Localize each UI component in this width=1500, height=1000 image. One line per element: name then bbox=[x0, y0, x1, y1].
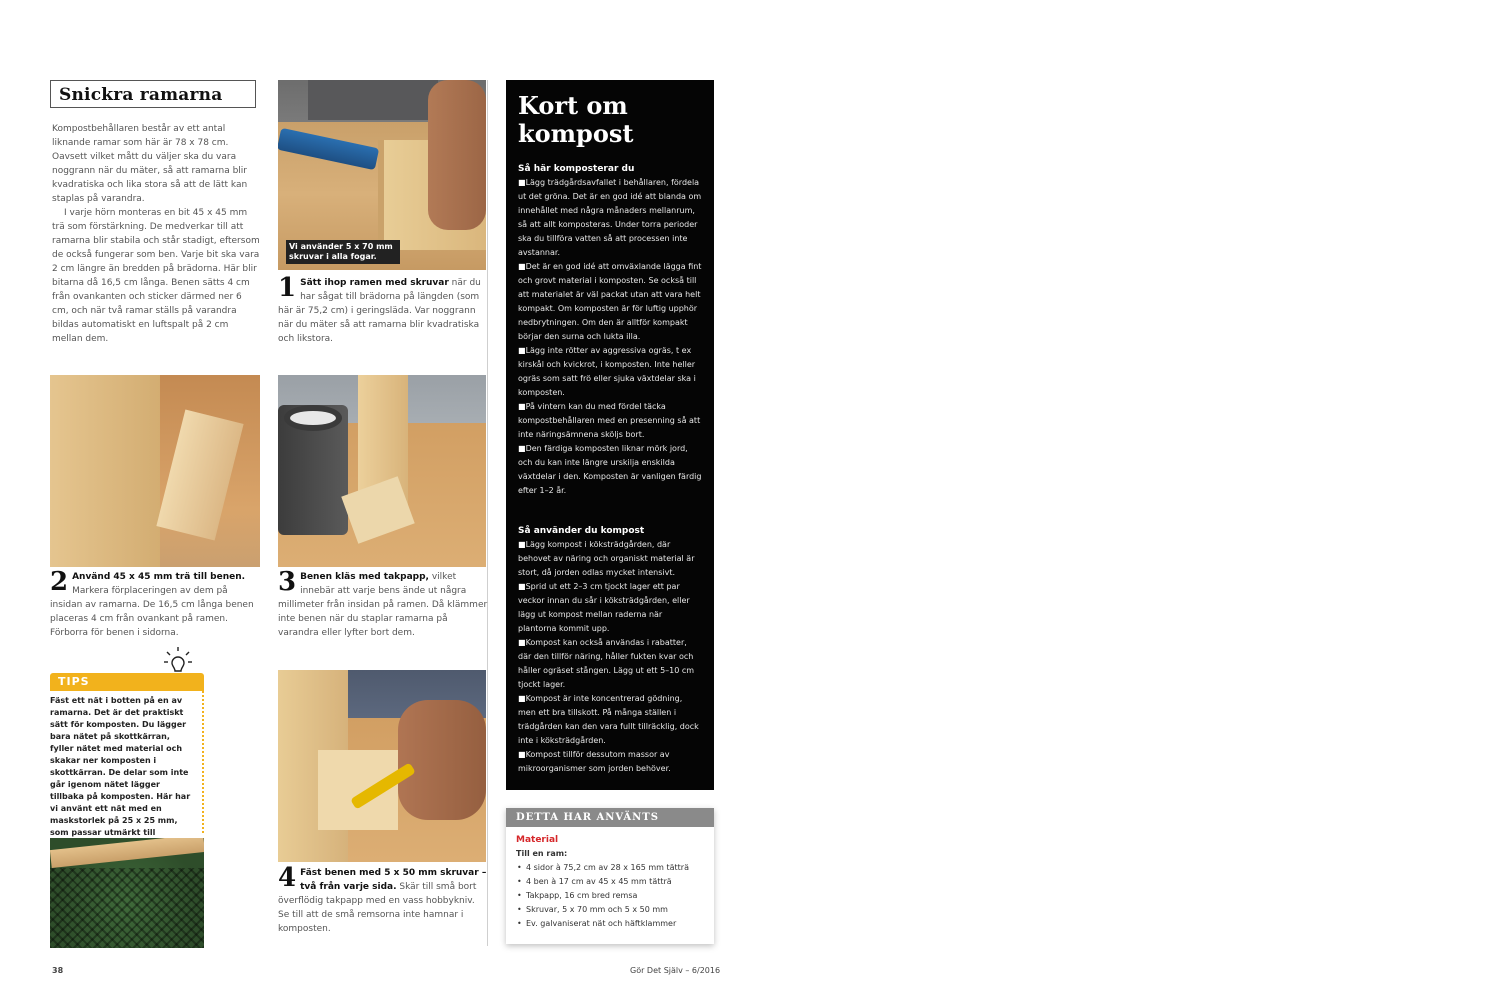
step-4-caption bbox=[278, 863, 488, 936]
sidebar-bullet: ■ Lägg inte rötter av aggressiva ogräs, t ex kirskål och kvickrot, i komposten. Inte heller ogräs som satt frö eller sjuka växtdelar ska i komposten. bbox=[518, 344, 702, 400]
sidebar-bullet: ■ Kompost tillför dessutom massor av mikroorganismer som jorden behöver. bbox=[518, 748, 702, 776]
section-title: Snickra ramarna bbox=[50, 80, 256, 108]
step-lead: Sätt ihop ramen med skruvar bbox=[300, 278, 449, 288]
step-text: när du har sågat till brädorna på längden (som här är 75,2 cm) i geringsläda. Var noggrann när du mäter så att ramarna blir kvadratiska och likstora. bbox=[278, 278, 481, 344]
materials-item: • Ev. galvaniserat nät och häftklammer bbox=[526, 917, 704, 931]
step-text: vilket innebär att varje bens ände ut några millimeter från insidan på ramen. Då klämmer inte benen när du staplar ramarna på varandra eller lyfter bort dem. bbox=[278, 572, 488, 638]
intro-text bbox=[52, 122, 260, 346]
sidebar-bullet: ■ Kompost är inte koncentrerad gödning, men ett bra tillskott. På många ställen i trädgården kan den vara fullt tillräcklig, dock inte i köksträdgården. bbox=[518, 692, 702, 748]
materials-item: • 4 sidor à 75,2 cm av 28 x 165 mm tätträ bbox=[526, 861, 704, 875]
step-1-caption bbox=[278, 273, 488, 346]
photo-assembling-frame bbox=[278, 80, 486, 270]
step-3-caption bbox=[278, 567, 488, 640]
step-number: 3 bbox=[278, 567, 297, 597]
sidebar-bullet: ■ Den färdiga komposten liknar mörk jord, och du kan inte längre urskilja enskilda växtdelar i den. Komposten är vanligen färdig efter 1–2 år. bbox=[518, 442, 702, 498]
materials-box bbox=[506, 808, 714, 944]
photo-leg-block bbox=[50, 375, 260, 567]
step-lead: Använd 45 x 45 mm trä till benen. bbox=[72, 572, 246, 582]
sidebar-bullet: ■ På vintern kan du med fördel täcka kompostbehållaren med en presenning så att inte näringsämnena sköljs bort. bbox=[518, 400, 702, 442]
sidebar-title-line: Kort om bbox=[518, 91, 628, 120]
intro-paragraph: I varje hörn monteras en bit 45 x 45 mm trä som förstärkning. De medverkar till att ramarna blir stabila och står stadigt, eftersom de också fungerar som ben. Varje bit ska vara 2 cm längre än bredden på brädorna. Här blir bitarna då 16,5 cm långa. Benen sätts 4 cm från ovankanten och sticker därmed ner 6 cm, och när två ramar ställs på varandra bildas automatiskt en luftspalt på 2 cm mellan dem. bbox=[52, 208, 260, 344]
step-text: Skär till små bort överflödig takpapp med en vass hobbykniv. Se till att de små remsorna inte hamnar i komposten. bbox=[278, 882, 477, 934]
photo-screwing-legs bbox=[278, 670, 486, 862]
intro-paragraph: Kompostbehållaren består av ett antal liknande ramar som här är 78 x 78 cm. Oavsett vilket mått du väljer ska du vara noggrann när du mäter, så att ramarna blir kvadratiska och lika stora så att de lätt kan staplas på varandra. bbox=[52, 124, 248, 204]
materials-item: • Skruvar, 5 x 70 mm och 5 x 50 mm bbox=[526, 903, 704, 917]
photo-mesh-bottom bbox=[50, 838, 204, 948]
step-number: 2 bbox=[50, 567, 69, 597]
materials-item: • 4 ben à 17 cm av 45 x 45 mm tätträ bbox=[526, 875, 704, 889]
sidebar-bullet: ■ Kompost kan också användas i rabatter, där den tillför näring, håller fukten kvar och håller ogräset stången. Lägg ut ett 5–10 cm tjockt lager. bbox=[518, 636, 702, 692]
sidebar-title-line: kompost bbox=[518, 119, 634, 148]
sidebar-subheading: Så använder du kompost bbox=[518, 526, 645, 536]
tips-box bbox=[50, 691, 204, 837]
sidebar-bullet: ■ Lägg trädgårdsavfallet i behållaren, fördela ut det gröna. Det är en god idé att blanda om innehållet med några månaders mellanrum, så att allt komposteras. Under torra perioder ska du tillföra vatten så att processen inte avstannar. bbox=[518, 176, 702, 260]
materials-sublabel: Till en ram: bbox=[516, 849, 568, 858]
materials-item: • Takpapp, 16 cm bred remsa bbox=[526, 889, 704, 903]
sidebar-subheading: Så här komposterar du bbox=[518, 164, 635, 174]
tips-heading: TIPS bbox=[50, 673, 204, 691]
step-number: 1 bbox=[278, 273, 297, 303]
materials-label: Material bbox=[516, 835, 559, 845]
photo-caption-tag: Vi använder 5 x 70 mm skruvar i alla fogar. bbox=[286, 240, 400, 264]
tips-text: Fäst ett nät i botten på en av ramarna. Det är det praktiskt sätt för komposten. Du lägger bara nätet på skottkärran, fyller nätet med material och skakar ner komposten i skottkärran. De delar som inte går igenom nätet lägger tillbaka på komposten. Här har vi använt ett nät med en maskstorlek på 25 x 25 mm, som passar utmärkt till bbox=[50, 696, 191, 837]
sidebar-title bbox=[518, 92, 702, 148]
magazine-page bbox=[40, 70, 730, 990]
step-lead: Benen kläs med takpapp, bbox=[300, 572, 429, 582]
sidebar-bullet: ■ Sprid ut ett 2–3 cm tjockt lager ett par veckor innan du sår i köksträdgården, eller lägg ut kompost mellan raderna när plantorna kommit upp. bbox=[518, 580, 702, 636]
sidebar-bullet: ■ Lägg kompost i köksträdgården, där behovet av näring och organiskt material är stort, då jorden odlas mycket intensivt. bbox=[518, 538, 702, 580]
step-text: Markera förplaceringen av dem på insidan av ramarna. De 16,5 cm långa benen placeras 4 cm från ovankant på ramen. Förborra för benen i sidorna. bbox=[50, 586, 254, 638]
step-number: 4 bbox=[278, 863, 297, 893]
step-lead: Fäst benen med 5 x 50 mm skruvar – två från varje sida. bbox=[300, 868, 487, 892]
photo-roofing-felt bbox=[278, 375, 486, 567]
sidebar-bullet: ■ Det är en god idé att omväxlande lägga fint och grovt material i komposten. Se också till att materialet är väl packat utan att vara helt kompakt. Om komposten är för luftig upphör nedbrytningen. Om den är alltför kompakt börjar den surna och lukta illa. bbox=[518, 260, 702, 344]
materials-heading: DETTA HAR ANVÄNTS bbox=[506, 808, 714, 827]
column-divider bbox=[487, 80, 488, 946]
page-number: 38 bbox=[52, 966, 64, 975]
materials-list bbox=[516, 861, 704, 931]
compost-sidebar bbox=[506, 80, 714, 790]
step-2-caption bbox=[50, 567, 260, 640]
issue-line: Gör Det Själv – 6/2016 bbox=[630, 966, 721, 975]
